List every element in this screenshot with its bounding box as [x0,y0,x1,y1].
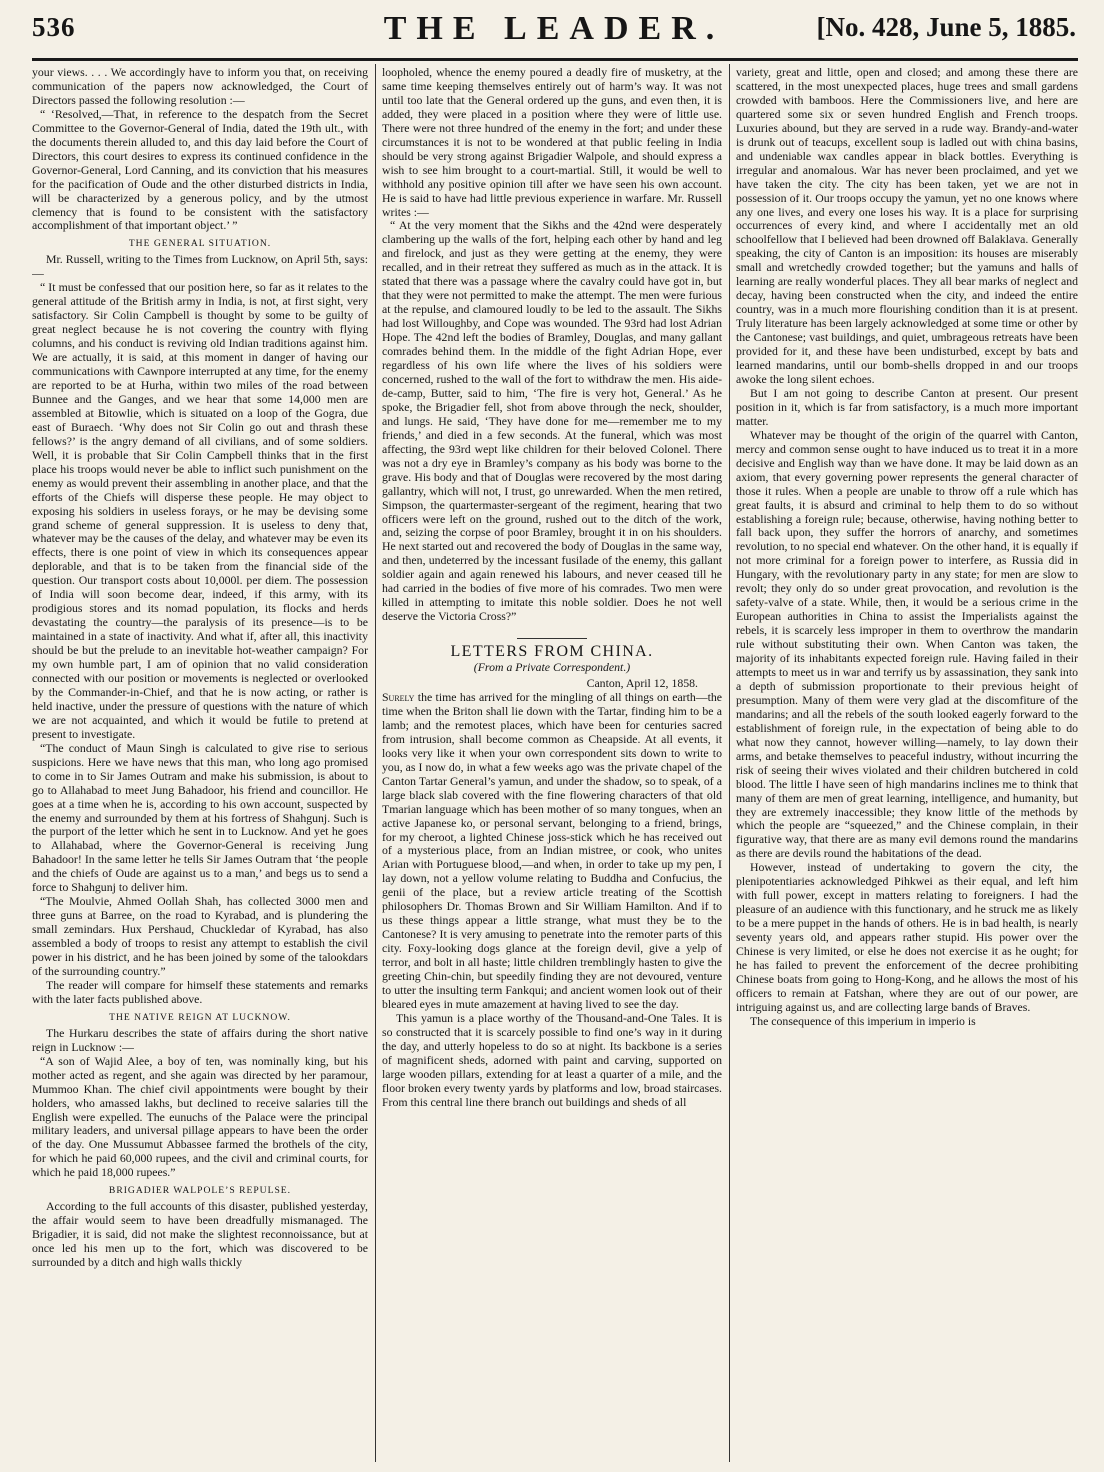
paragraph: The consequence of this imperium in imperio is [750,1013,976,1028]
paragraph: your views. . . . We accordingly have to inform you that, on receiving communication of the papers now acknowledged, the Court of Directors passed the following resolution :— [32,66,368,107]
paragraph: According to the full accounts of this disaster, published yesterday, the affair would seem to have been dreadfully mismanaged. The Brigadier, it is said, did not make the slightest reconnoissance, but at once led his men up to the fort, which was discovered to be surrounded by a ditch and high walls thickly [32,1199,368,1270]
article-byline: (From a Private Correspondent.) [473,660,631,675]
paragraph-text: the time has arrived for the mingling of all things on earth—the time when the Briton shall lie down with the Tartar, finding him to be a lamb; and the remotest places, which have been for centuries sacred from intrusion, shall become common as Cheapside. At all events, it looks very like it when your own correspondent sits down to write to you, as I now do, in what a few weeks ago was the private chapel of the Canton Tartar General’s yamun, and under the shadow, so to speak, of a large black slab covered with the fine flowering characters of that old Tmarian language which has been mother of so many tongues, when an active Japanese ko, or personal servant, belonging to a friend, brings, for my cheroot, a lighted Chinese joss-stick which he has received out of a mysterious place, from an Indian mistree, or cook, who unites Arian with Portuguese blood,—and when, in order to take up my pen, I lay down, not a yellow volume relating to Buddha and Confucius, the genii of the place, but a review article treating of the Scottish philosophers Dr. Thomas Brown and Sir William Hamilton. And if to us these things appear a little strange, what must they be to the Cantonese? It is very amusing to penetrate into the remoter parts of this city. Foxy-looking dogs glance at the foreign devil, give a yelp of terror, and bolt in all haste; little children tremblingly hasten to give the greeting Chin-chin, but speedily finding they are not devoured, venture to utter the insulting term Fankqui; and ancient women look out of their bleared eyes in mute amazement at having lived to see the day. [382,689,722,1011]
page-header [32,8,1076,52]
paragraph: “A son of Wajid Alee, a boy of ten, was nominally king, but his mother acted as regent, and she again was directed by her paramour, Mummoo Khan. The chief civil appointments were bought by their holders, who amassed lakhs, but declined to receive salaries till the English were expelled. The eunuchs of the Palace were the principal military leaders, and universal pillage appears to have been the order of the day. One Mussumut Abbassee farmed the brothels of the city, for which he paid 60,000 rupees, and the civil and criminal courts, for which he paid 18,000 rupees.” [32,1053,368,1180]
lead-word: Surely [382,689,415,704]
paragraph: “ It must be confessed that our position here, so far as it relates to the general attitude of the British army in India, is not, at first sight, very satisfactory. Sir Colin Campbell is thought by some to be guilty of great neglect because he is not covering the country with flying columns, and his conduct is reviving old Indian traditions against him. We are actually, it is said, at this moment in danger of having our communications with Cawnpore interrupted at any time, for the enemy are reported to be at Hurha, within two miles of the road between Bunnee and the Ganges, and we hear that some 14,000 men are assembled at Bitowlie, which is situated on a loop of the Gogra, due east of Buraech. ‘Why does not Sir Colin go out and thrash these fellows?’ is the angry demand of all civilians, and of some soldiers. Well, it is probable that Sir Colin Campbell thinks that in the first place his troops would never be able to inflict such punishment on the enemy as would prevent their assembling in another place, and that the efforts of the Chiefs will disperse these people. He may object to exposing his soldiers in useless forays, or he may be devising some grand scheme of general suppression. It is useless to deny that, whatever may be the causes of the delay, and whatever may be even its effects, there is one point of view in which its consequences appear deplorable, and that is to be taken from the financial side of the question. Our transport costs about 10,000l. per diem. The possession of India will soon become dear, indeed, if this army, with its prodigious stores and its nomad population, its flocks and herds devastating the country—the paralysis of its presence—is to be maintained in a state of inactivity. And what if, after all, this inactivity should be but the prelude to an inevitable hot-weather campaign? For my own humble part, I am of opinion that no valid consideration connected with our position or movements is neglected or overlooked by the Commander-in-Chief, and that he is now acting, or rather is held inactive, under the pressure of questions with the nature of which we are not acquainted, and which it would be futile to pretend at present to investigate. [32,280,368,741]
paragraph: loopholed, whence the enemy poured a deadly fire of musketry, at the same time keeping themselves entirely out of harm’s way. It was not until too late that the General ordered up the guns, and even then, it is added, they were placed in a position where they were of little use. There were not three hundred of the enemy in the fort; and under these circumstances it is not to be wondered at that public feeling in India should be very strong against Brigadier Walpole, and should express a wish to see him brought to a court-martial. Still, it would be well to withhold any positive opinion till after we have seen his own account. He is said to have had little previous experience in warfare. Mr. Russell writes :— [382,66,722,219]
paragraph: “ At the very moment that the Sikhs and the 42nd were desperately clambering up the walls of the fort, helping each other by hand and leg and firelock, and just as they were getting at the enemy, they were recalled, and in their retreat they suffered as much as in the attack. It is stated that there was a passage where the cavalry could have got in, but that they were not permitted to make the attempt. The men were furious at the repulse, and clamoured loudly to be led to the assault. The Sikhs had lost Willoughby, and Cope was wounded. The 93rd had lost Adrian Hope. The 42nd left the bodies of Bramley, Douglas, and many gallant comrades behind them. In the middle of the fight Adrian Hope, ever regardless of his own life where the lives of his soldiers were concerned, rushed to the wall of the fort to withdraw the men. His aide-de-camp, Butter, said to him, ‘The fire is very hot, General.’ As he spoke, the Brigadier fell, shot from above through the neck, shoulder, and lungs. He said, ‘They have done for me—remember me to my friends,’ and died in a few seconds. At the funeral, which was most affecting, the 93rd wept like children for their beloved Colonel. There was not a dry eye in Bramley’s company as his body was borne to the grave. His body and that of Douglas were recovered by the most daring gallantry, which will not, I trust, go unrewarded. When the men retired, Simpson, the quartermaster-sergeant of the regiment, hearing that two officers were left on the ground, rushed out to the ditch of the work, and, seizing the corpse of poor Bramley, brought it in on his shoulders. He next started out and recovered the body of Douglas in the same way, and then, undeterred by the incessant fusilade of the enemy, this gallant soldier again and again renewed his labours, and never ceased till he had carried in the bodies of five more of his comrades. Two men were killed in attempting to imitate this noble soldier. Does he not well deserve the Victoria Cross?” [382,218,722,624]
column-divider [729,64,730,1462]
newspaper-title: THE LEADER. [383,10,725,47]
paragraph: Mr. Russell, writing to the Times from Lucknow, on April 5th, says:— [32,252,368,281]
paragraph: “The conduct of Maun Singh is calculated to give rise to serious suspicions. Here we have news that this man, who long ago promised to come in to Sir James Outram and make his submission, is about to go to Allahabad to meet Jung Bahadoor, his friend and councillor. He goes at a time when he is, according to his own account, suspected by the enemy and surrounded by them at his fortress of Shahgunj. Such is the purport of the letter which he sent in to Lucknow. And yet he goes to Allahabad, where the Governor-General is receiving Jung Bahadoor! In the same letter he tells Sir James Outram that ‘the people and the chiefs of Oude are against us to a man,’ and begs us to send a force to Shahgunj to deliver him. [32,740,368,895]
paragraph [382,691,722,1012]
column-1 [32,66,368,1462]
paragraph: The reader will compare for himself these statements and remarks with the later facts published above. [32,977,368,1006]
paragraph: “The Moulvie, Ahmed Oollah Shah, has collected 3000 men and three guns at Barree, on the road to Kyrabad, and is plundering the small zemindars. Hux Pershaud, Chuckledar of Kyrabad, has also assembled a body of troops to resist any attempt to establish the civil power in his district, and he has been joined by some of the talookdars of the surrounding country.” [32,894,368,978]
section-rule [517,638,587,639]
column-divider [375,64,376,1462]
paragraph: But I am not going to describe Canton at present. Our present position in it, which is far from satisfactory, is a much more important matter. [736,385,1078,428]
paragraph: variety, great and little, open and closed; and among these there are scattered, in the most unexpected places, huge trees and small gardens crowded with bamboos. Here the Commissioners live, and here are quartered some six or seven hundred English and French troops. Luxuries abound, but they are served in a rude way. Brandy-and-water is drunk out of teacups, excellent soup is ladled out with china basins, and undeniable wax candles appear in black bottles. Everything is irregular and anomalous. War has never been proclaimed, and yet we have taken the city. The city has been taken, yet we are not in possession of it. Our troops occupy the yamun, yet no one knows where any one lives, and every one loses his way. It is a place for surprising occurrences of every kind, and where I accidentally met an old schoolfellow that I believed had been drowned off Balaklava. Generally speaking, the city of Canton is an imposition: its houses are miserably small and wretchedly crowded together; but the yamuns and halls of learning are really wonderful places. They all bear marks of neglect and decay, having been constructed when the city, and indeed the entire country, was in a much more flourishing condition than it is at present. Truly literature has been largely acknowledged at some time or other by the Cantonese; vast buildings, and quiet, umbrageous retreats have been provided for it, and these have been undisturbed, except by bats and learned mandarins, until our bomb-shells dropped in and our troops awoke the long silent echoes. [736,66,1078,386]
column-3 [736,66,1078,1462]
section-heading: THE GENERAL SITUATION. [128,238,272,250]
page-number: 536 [32,12,76,42]
paragraph: This yamun is a place worthy of the Thousand-and-One Tales. It is so constructed that it is scarcely possible to find one’s way in it during the day, and utterly hopeless to do so at night. Its backbone is a series of magnificent sheds, adorned with paint and carving, supported on large wooden pillars, extending for at least a quarter of a mile, and the floor broken every twenty yards by platforms and low, broad staircases. From this central line there branch out buildings and sheds of all [382,1010,722,1109]
paragraph: “ ‘Resolved,—That, in reference to the despatch from the Secret Committee to the Governor-General of India, dated the 19th ult., with the documents therein alluded to, and this day laid before the Court of Directors, this court desires to express its continued confidence in the Governor-General, Lord Canning, and its conviction that his measures for the pacification of Oude and the other disturbed districts in India, will be characterized by a generous policy, and by the utmost clemency that is found to be consistent with the satisfactory accomplishment of that important object.’ ” [32,106,368,233]
section-heading: BRIGADIER WALPOLE’S REPULSE. [108,1185,292,1197]
article-heading: LETTERS FROM CHINA. [450,643,654,661]
paragraph: The Hurkaru describes the state of affairs during the short native reign in Lucknow :— [32,1025,368,1054]
paragraph: However, instead of undertaking to govern the city, the plenipotentiaries acknowledged Pihkwei as their equal, and left him with full power, except in matters relating to foreigners. I had the pleasure of an audience with this functionary, and he struck me as likely to be a mere puppet in the hands of others. He is in bad health, is nearly seventy years old, and appears rather stupid. His power over the Chinese is very limited, or else he does not exercise it as he ought; for he has failed to prevent the enforcement of the decree prohibiting Chinese boats from going to Hong-Kong, and he allows the most of his officers to remain at Fatshan, where they are out of our power, are intriguing against us, and are collecting large bands of Braves. [736,860,1078,1014]
section-heading: THE NATIVE REIGN AT LUCKNOW. [109,1011,291,1023]
header-rule [32,58,1078,61]
article-dateline: Canton, April 12, 1858. [586,676,698,691]
issue-number-date: [No. 428, June 5, 1885. [816,12,1076,42]
paragraph: Whatever may be thought of the origin of the quarrel with Canton, mercy and common sense ought to have induced us to treat it in a more decisive and English way than we have done. It may be laid down as an axiom, that every governing power represents the general character of those it rules. When a people are unable to throw off a rule which has great faults, it is absurd and criminal to help them to do so without establishing a foreign rule; because, otherwise, having nothing better to fall back upon, they suffer the horrors of anarchy, and sometimes revolution, to no special end whatever. On the other hand, it is equally if not more criminal for a foreign power to interfere, as Russia did in Hungary, with the revolutionary party in any state; for men are slow to revolt; they only do so under great provocation, and revolution is the safety-valve of a state. While, then, it would be a serious crime in the European authorities in China to assist the Imperialists against the rebels, it is scarcely less improper in them to overthrow the mandarin rule without substituting their own. When Canton was taken, the majority of its inhabitants expected foreign rule. Having failed in their attempts to meet us in war and terrify us by assassination, they sank into a depth of submission proportionate to their previous height of presumption. Many of them were very glad at the discomfiture of the mandarins; and all the rebels of the south looked eagerly forward to the establishment of foreign rule, in the expectation of being able to do what now they cannot, however willing—namely, to lay down their arms, and betake themselves to peaceful industry, without incurring the risk of seeing their wives violated and their children butchered in cold blood. The little I have seen of high mandarins inclines me to think that many of them are men of great learning, intelligence, and humanity, but they are extremely inaccessible; they know little of the methods by which the people are “squeezed,” and the Chinese complain, in their figurative way, that there are as many evil demons round the mandarins as there are devils round the habitations of the dead. [736,427,1078,861]
column-2 [382,66,722,1462]
